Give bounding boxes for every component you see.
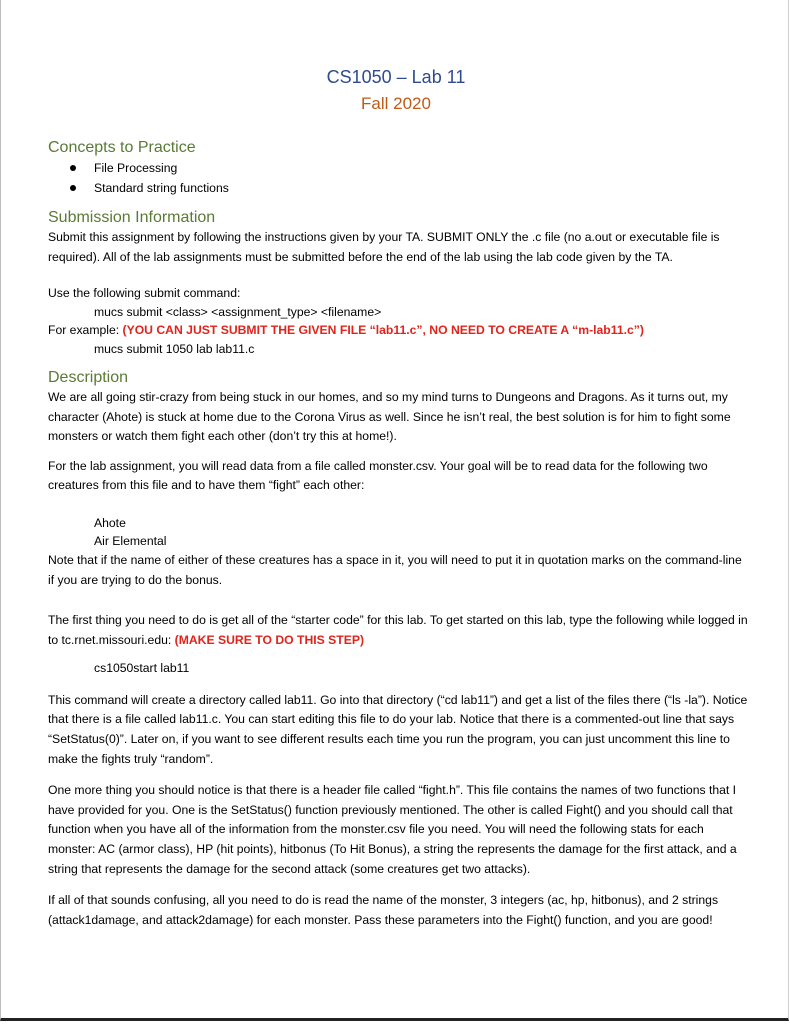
description-heading: Description (48, 369, 129, 387)
example-warning: (YOU CAN JUST SUBMIT THE GIVEN FILE “lab11.c”, NO NEED TO CREATE A “m-lab11.c”) (122, 323, 644, 338)
submission-paragraph: Submit this assignment by following the instructions given by your TA. SUBMIT ONLY the .c file (no a.out or executable file is required). All of the lab assignments must be submitted before the end of the lab using the lab code given by the TA. (48, 230, 720, 264)
concepts-heading: Concepts to Practice (48, 139, 196, 156)
description-paragraph-7: If all of that sounds confusing, all you need to do is read the name of the monster, 3 integers (ac, hp, hitbonus), and 2 strings (attack1damage, and attack2damage) for each monster. Pass these parameters into the Fight() function, and you are good! (48, 892, 719, 927)
description-paragraph-6: One more thing you should notice is that there is a header file called “fight.h”. This file contains the names of two functions that I have provided for you. One is the SetStatus() function previously mentioned. The other is called Fight() and you should call that function when you have all of the information from the monster.csv file you need. You will need the following stats for each monster: AC (armor class), HP (hit points), hitbonus (To Hit Bonus), a string the represents the damage for the first attack, and a string that represents the damage for the second attack (some creatures get two attacks). (48, 782, 737, 877)
description-paragraph-4: The first thing you need to do is get all of the “starter code” for this lab. To get started on this lab, type the following while logged in to tc.rnet.missouri.edu: (MAKE SURE TO DO THIS STEP) (48, 613, 748, 647)
description-paragraph-3: Note that if the name of either of these creatures has a space in it, you will need to put it in quotation marks on the command-line if you are trying to do the bonus. (48, 553, 742, 587)
description-paragraph-1: We are all going stir-crazy from being stuck in our homes, and so my mind turns to Dungeons and Dragons. As it turns out, my character (Ahote) is stuck at home due to the Corona Virus as well. Since he isn’t real, the best solution is for him to fight some monsters or watch them fight each other (don’t try this at home!). (48, 390, 731, 444)
list-item: Standard string functions (48, 178, 748, 198)
description-paragraph-5: This command will create a directory called lab11. Go into that directory (“cd lab11”) and get a list of the files there (“ls -la”). Notice that there is a file called lab11.c. You can start editing this file to do your lab. Notice that there is a commented-out line that says “SetStatus(0)”. Later on, if you want to see different results each time you run the program, you can just uncomment this line to make the fights truly “random”. (48, 692, 748, 767)
step-warning: (MAKE SURE TO DO THIS STEP) (174, 632, 365, 647)
command-template: mucs submit <class> <assignment_type> <filename> (94, 304, 382, 319)
submission-heading: Submission Information (48, 209, 216, 226)
creature-2: Air Elemental (94, 534, 167, 549)
creature-1: Ahote (94, 515, 126, 530)
document-term: Fall 2020 (361, 94, 431, 113)
concepts-list (48, 158, 748, 198)
bullet-icon (70, 165, 76, 171)
example-command: mucs submit 1050 lab lab11.c (94, 341, 255, 356)
start-command: cs1050start lab11 (94, 661, 190, 676)
example-label: For example: (48, 323, 123, 338)
command-intro: Use the following submit command: (48, 286, 241, 300)
bullet-icon (70, 185, 76, 191)
document-title: CS1050 – Lab 11 (326, 67, 466, 87)
document-body (48, 137, 748, 930)
description-paragraph-2: For the lab assignment, you will read data from a file called monster.csv. Your goal will be to read data for the following two creatures from this file and to have them “fight” each other: (48, 458, 708, 493)
list-item: File Processing (48, 158, 748, 178)
example-line (48, 321, 748, 340)
